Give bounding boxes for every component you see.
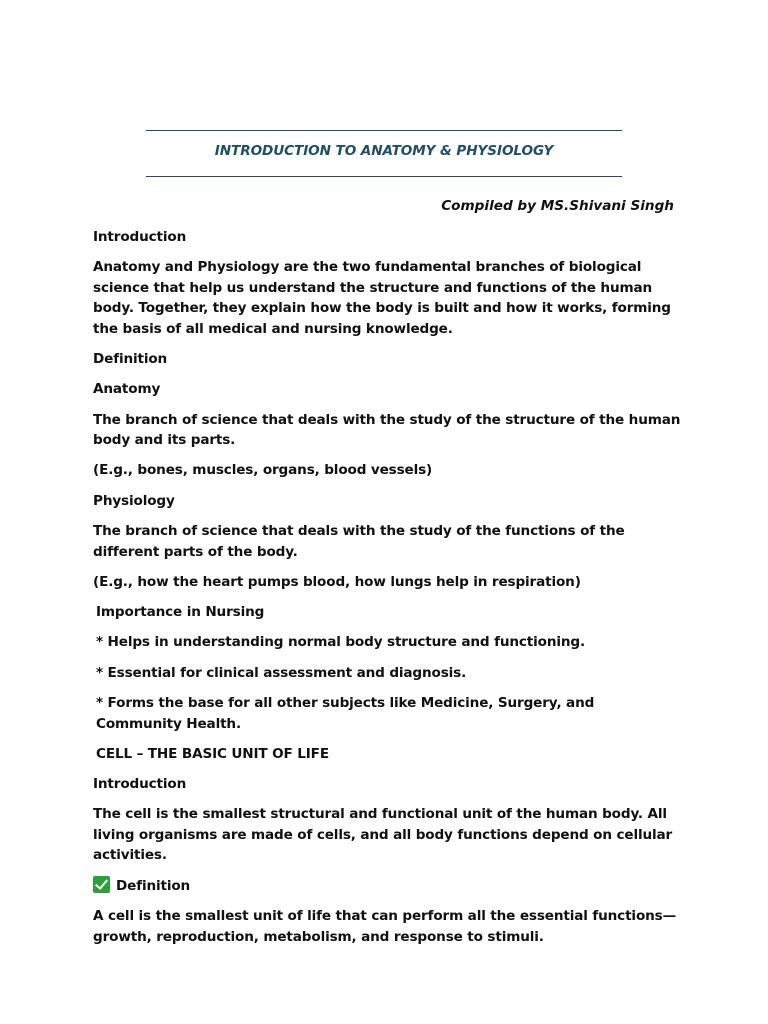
heading-cell: CELL – THE BASIC UNIT OF LIFE — [96, 745, 329, 762]
importance-item: * Helps in understanding normal body structure and functioning. — [96, 634, 586, 651]
heading-anatomy: Anatomy — [93, 381, 161, 398]
importance-item: * Essential for clinical assessment and diagnosis. — [96, 664, 467, 681]
physiology-definition: The branch of science that deals with the study of the functions of the different parts of the body. — [93, 523, 625, 560]
importance-item: * Forms the base for all other subjects like Medicine, Surgery, and Community Health. — [96, 695, 595, 732]
anatomy-definition: The branch of science that deals with the study of the structure of the human body and its parts. — [93, 411, 681, 449]
title-top-rule — [146, 130, 622, 131]
title-bottom-rule — [146, 176, 622, 177]
check-mark-icon — [93, 876, 110, 893]
heading-cell-definition — [93, 876, 683, 897]
heading-physiology: Physiology — [93, 492, 175, 509]
heading-definition: Definition — [93, 351, 168, 368]
cell-definition-text: A cell is the smallest unit of life that can perform all the essential functions—growth, reproduction, metabolism, and response to stimuli. — [93, 908, 677, 945]
heading-introduction: Introduction — [93, 229, 187, 245]
cell-intro-paragraph: The cell is the smallest structural and functional unit of the human body. All living organisms are made of cells, and all body functions depend on cellular activities. — [93, 806, 673, 864]
heading-cell-introduction: Introduction — [93, 776, 187, 793]
heading-importance: Importance in Nursing — [96, 604, 265, 621]
physiology-examples: (E.g., how the heart pumps blood, how lungs help in respiration) — [93, 573, 581, 590]
document-title: INTRODUCTION TO ANATOMY & PHYSIOLOGY — [214, 143, 554, 159]
intro-paragraph: Anatomy and Physiology are the two fundamental branches of biological science that help us understand the structure and functions of the human body. Together, they explain how the body is built and how it works, forming the basis of all medical and nursing knowledge. — [93, 259, 671, 337]
anatomy-examples: (E.g., bones, muscles, organs, blood vessels) — [93, 462, 433, 479]
cell-definition-label: Definition — [116, 877, 191, 894]
document-body — [93, 227, 683, 957]
author-credit: Compiled by MS.Shivani Singh — [441, 198, 674, 214]
